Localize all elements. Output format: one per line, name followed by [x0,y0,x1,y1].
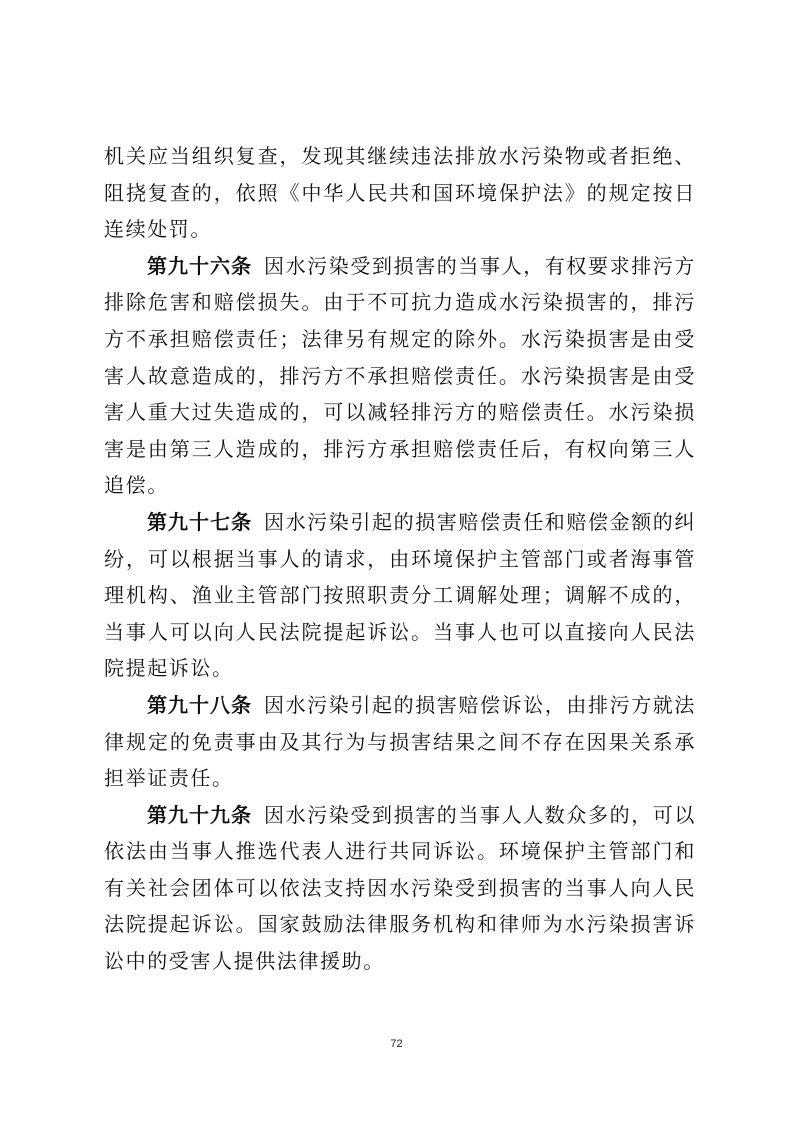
article-text: 因水污染引起的损害赔偿诉讼，由排污方就法律规定的免责事由及其行为与损害结果之间不存在因果关系承担举证责任。 [104,692,696,791]
article-number: 第九十九条 [147,802,252,827]
article-number: 第九十七条 [147,509,252,534]
continuation-paragraph: 机关应当组织复查，发现其继续违法排放水污染物或者拒绝、阻挠复查的，依照《中华人民共和国环境保护法》的规定按日连续处罚。 [104,144,696,242]
article-text: 因水污染受到损害的当事人人数众多的，可以依法由当事人推选代表人进行共同诉讼。环境保护主管部门和有关社会团体可以依法支持因水污染受到损害的当事人向人民法院提起诉讼。国家鼓励法律服务机构和律师为水污染损害诉讼中的受害人提供法律援助。 [104,802,696,974]
article-99 [104,797,696,980]
document-body [104,138,696,980]
article-98 [104,687,696,797]
article-number: 第九十八条 [147,692,252,717]
article-text: 因水污染引起的损害赔偿责任和赔偿金额的纠纷，可以根据当事人的请求，由环境保护主管部门或者海事管理机构、渔业主管部门按照职责分工调解处理；调解不成的，当事人可以向人民法院提起诉讼。当事人也可以直接向人民法院提起诉讼。 [104,509,696,681]
article-97 [104,504,696,687]
article-96 [104,248,696,504]
page-number: 72 [390,1038,403,1050]
article-number: 第九十六条 [147,253,252,278]
article-text: 因水污染受到损害的当事人，有权要求排污方排除危害和赔偿损失。由于不可抗力造成水污染损害的，排污方不承担赔偿责任；法律另有规定的除外。水污染损害是由受害人故意造成的，排污方不承担赔偿责任。水污染损害是由受害人重大过失造成的，可以减轻排污方的赔偿责任。水污染损害是由第三人造成的，排污方承担赔偿责任后，有权向第三人追偿。 [104,253,696,498]
